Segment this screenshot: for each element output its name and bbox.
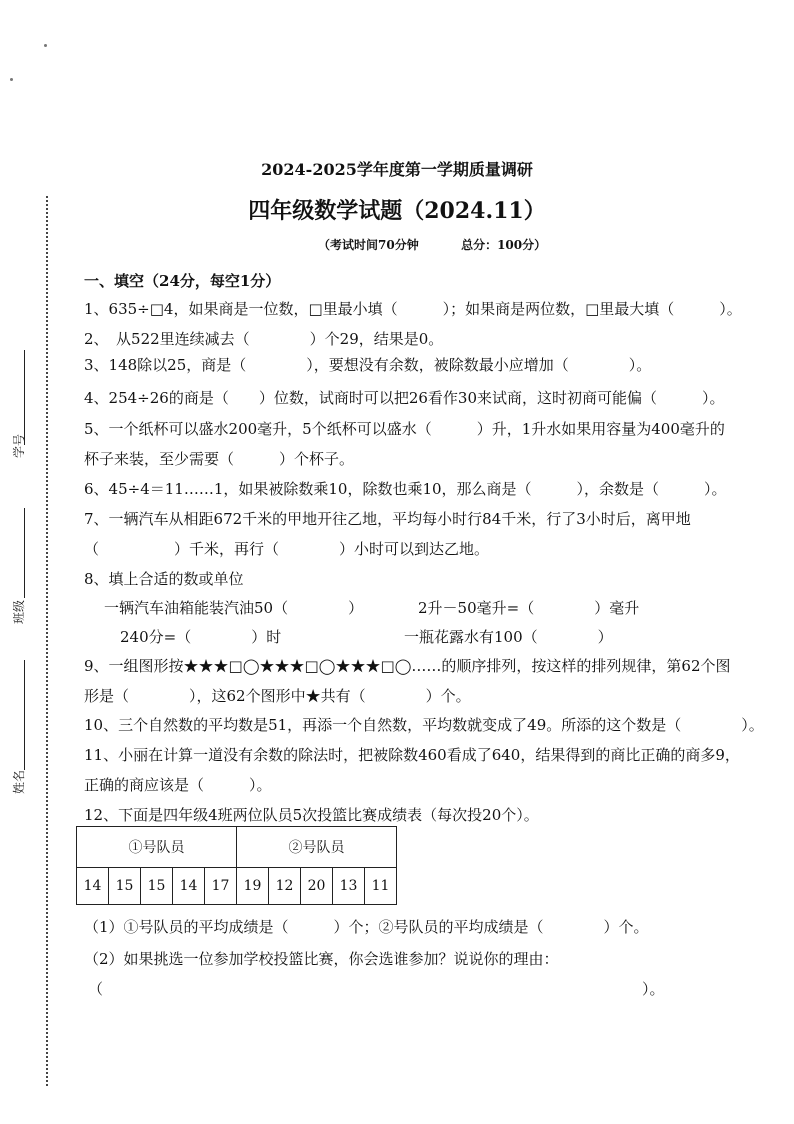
score-cell: 15 bbox=[109, 868, 141, 905]
class-label: 班级 bbox=[12, 599, 26, 624]
exam-title-top: 2024-2025学年度第一学期质量调研 bbox=[261, 160, 533, 179]
question-12: 12、下面是四年级4班两位队员5次投篮比赛成绩表（每次投20个）。 bbox=[84, 806, 539, 824]
exam-title-main: 四年级数学试题（2024.11） bbox=[248, 198, 546, 224]
question-10: 10、三个自然数的平均数是51，再添一个自然数，平均数就变成了49。所添的这个数是（ ）。 bbox=[84, 716, 764, 734]
section-title: 一、填空（24分，每空1分） bbox=[84, 272, 281, 290]
table-row bbox=[77, 868, 397, 905]
table-header-row bbox=[77, 827, 397, 868]
question-2: 2、 从522里连续减去（ ）个29，结果是0。 bbox=[84, 330, 444, 348]
question-5-line1: 5、一个纸杯可以盛水200毫升，5个纸杯可以盛水（ ）升，1升水如果用容量为400毫升的 bbox=[84, 420, 725, 438]
question-9-line2: 形是（ ），这62个图形中★共有（ ）个。 bbox=[84, 687, 471, 705]
score-cell: 19 bbox=[237, 868, 269, 905]
score-cell: 13 bbox=[333, 868, 365, 905]
question-11-line1: 11、小丽在计算一道没有余数的除法时，把被除数460看成了640，结果得到的商比正确的商多9， bbox=[84, 746, 740, 764]
question-1: 1、635÷□4，如果商是一位数，□里最小填（ ）；如果商是两位数，□里最大填（ ）。 bbox=[84, 300, 742, 318]
player2-header: ②号队员 bbox=[237, 827, 397, 868]
question-7-line2: （ ）千米，再行（ ）小时可以到达乙地。 bbox=[84, 540, 490, 558]
question-7-line1: 7、一辆汽车从相距672千米的甲地开往乙地，平均每小时行84千米，行了3小时后，离甲地 bbox=[84, 510, 691, 528]
answer-paren-open: （ bbox=[88, 980, 104, 998]
question-11-line2: 正确的商应该是（ ）。 bbox=[84, 776, 272, 794]
question-5-line2: 杯子来装，至少需要（ ）个杯子。 bbox=[84, 450, 355, 468]
scan-speck bbox=[44, 44, 47, 47]
answer-paren-close: ）。 bbox=[642, 980, 665, 998]
score-cell: 12 bbox=[269, 868, 301, 905]
question-8: 8、填上合适的数或单位 bbox=[84, 570, 244, 588]
scan-speck bbox=[10, 78, 13, 81]
score-cell: 20 bbox=[301, 868, 333, 905]
question-8a: 一辆汽车油箱能装汽油50（ ） bbox=[104, 599, 364, 617]
question-8c: 240分=（ ）时 bbox=[120, 628, 282, 646]
score-cell: 11 bbox=[365, 868, 397, 905]
exam-info bbox=[318, 236, 546, 253]
question-12-1: （1）①号队员的平均成绩是（ ）个；②号队员的平均成绩是（ ）个。 bbox=[84, 918, 649, 936]
question-8d: 一瓶花露水有100（ ） bbox=[404, 628, 613, 646]
exam-total-score: 总分：100分） bbox=[461, 238, 547, 252]
student-id-line bbox=[24, 350, 25, 445]
question-8b: 2升－50毫升=（ ）毫升 bbox=[418, 599, 640, 617]
student-id-label: 学号 bbox=[12, 433, 26, 458]
question-6: 6、45÷4＝11……1，如果被除数乘10，除数也乘10，那么商是（ ），余数是（ ）。 bbox=[84, 480, 727, 498]
score-cell: 15 bbox=[141, 868, 173, 905]
score-table bbox=[76, 826, 397, 905]
question-3: 3、148除以25，商是（ ），要想没有余数，被除数最小应增加（ ）。 bbox=[84, 356, 652, 374]
name-label: 姓名 bbox=[12, 769, 26, 794]
question-12-2: （2）如果挑选一位参加学校投篮比赛，你会选谁参加？说说你的理由： bbox=[84, 950, 559, 968]
binding-dotted-line bbox=[46, 196, 48, 1086]
class-line bbox=[24, 508, 25, 598]
score-cell: 14 bbox=[77, 868, 109, 905]
player1-header: ①号队员 bbox=[77, 827, 237, 868]
score-cell: 17 bbox=[205, 868, 237, 905]
exam-time: （考试时间70分钟 bbox=[318, 238, 419, 252]
score-cell: 14 bbox=[173, 868, 205, 905]
question-4: 4、254÷26的商是（ ）位数，试商时可以把26看作30来试商，这时初商可能偏（ ）。 bbox=[84, 389, 725, 407]
question-9-line1: 9、一组图形按★★★□◯★★★□◯★★★□◯……的顺序排列，按这样的排列规律，第62个图 bbox=[84, 657, 731, 675]
name-line bbox=[24, 660, 25, 770]
